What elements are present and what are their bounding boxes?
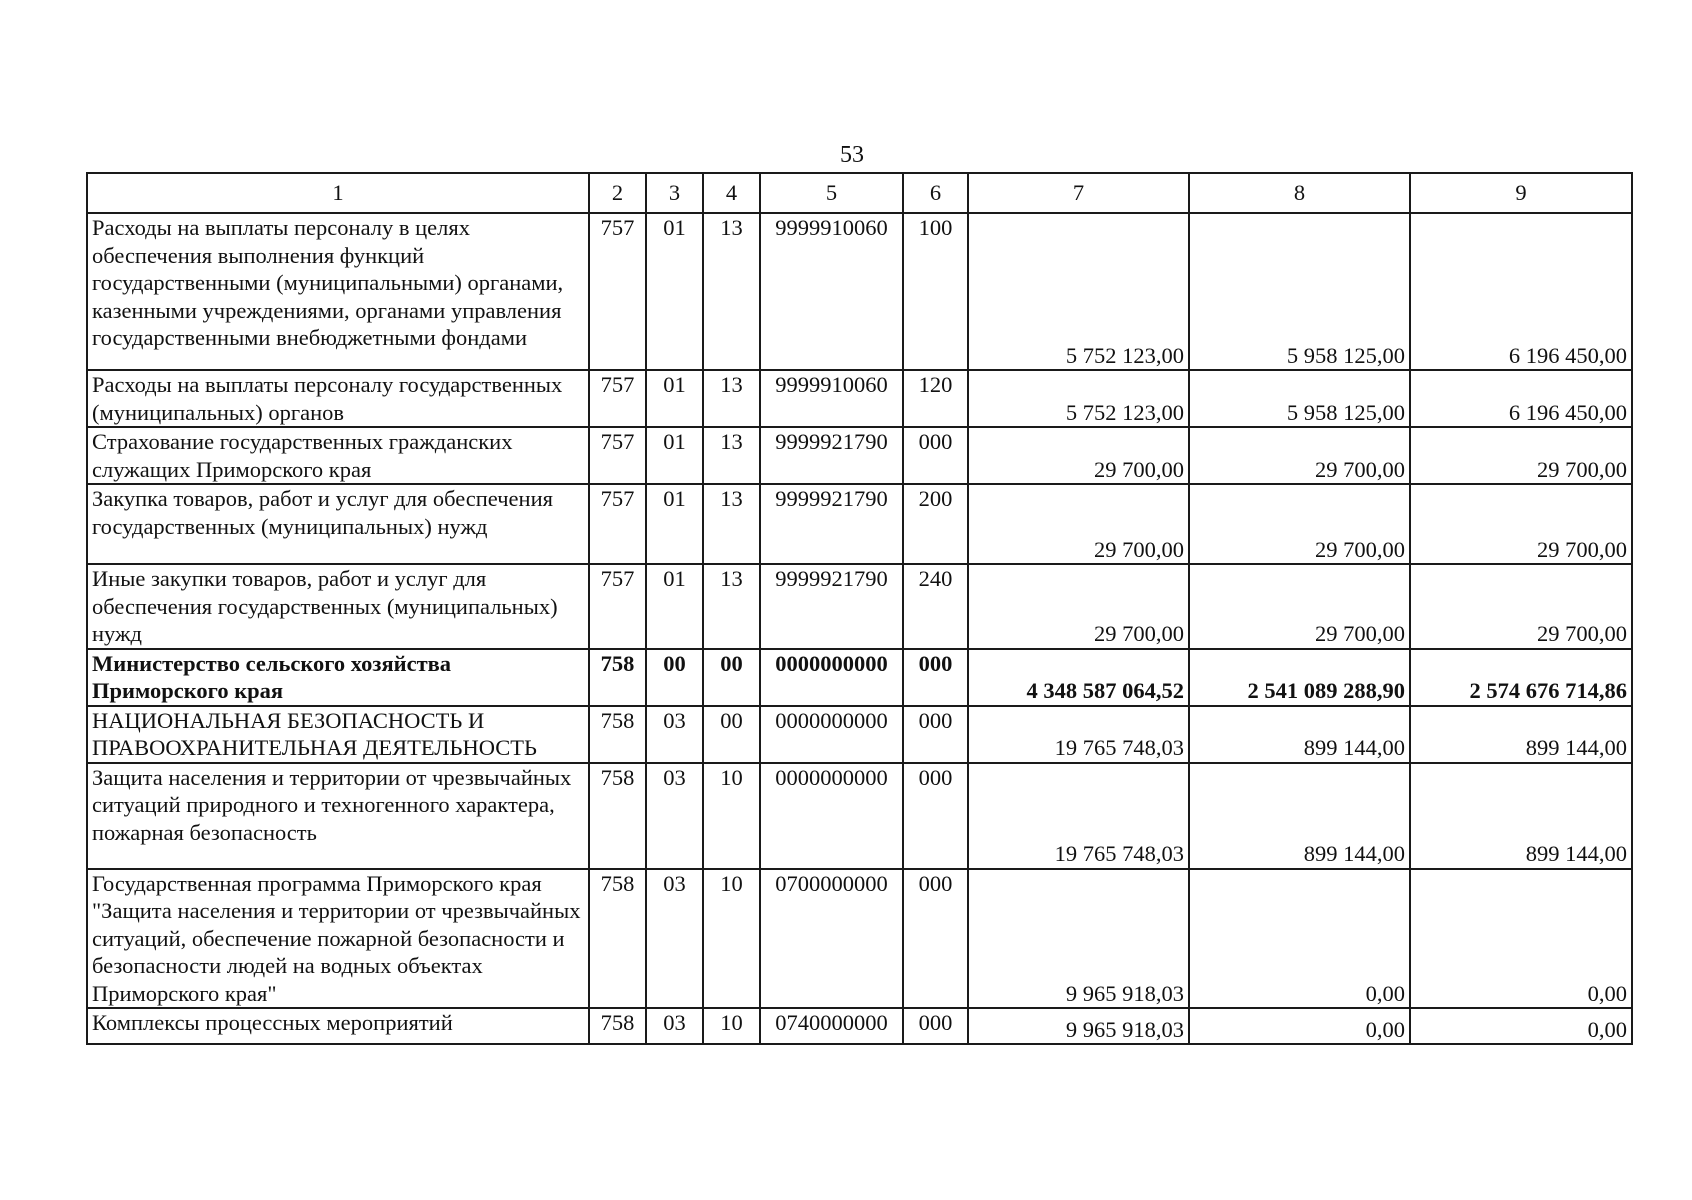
row-ved-code-cell: 757 [589,370,646,427]
header-cell: 7 [968,173,1189,213]
row-amount-col9-cell: 899 144,00 [1410,763,1632,869]
table-row [87,706,1632,763]
table-row [87,649,1632,706]
table-row [87,370,1632,427]
row-amount-col9-cell: 0,00 [1410,869,1632,1009]
row-amount-col9-cell: 0,00 [1410,1008,1632,1044]
row-target-article-cell: 0000000000 [760,763,903,869]
row-subsection-code-cell: 13 [703,370,760,427]
row-expense-type-cell: 000 [903,427,968,484]
table-row [87,1008,1632,1044]
header-cell: 6 [903,173,968,213]
row-amount-col9-cell: 29 700,00 [1410,427,1632,484]
row-name-cell: Расходы на выплаты персоналу государственных (муниципальных) органов [87,370,589,427]
table-row [87,213,1632,370]
row-target-article-cell: 9999910060 [760,213,903,370]
header-row [87,173,1632,213]
table-row [87,427,1632,484]
row-amount-col8-cell: 29 700,00 [1189,484,1410,564]
row-subsection-code-cell: 13 [703,484,760,564]
header-cell: 9 [1410,173,1632,213]
header-cell: 4 [703,173,760,213]
row-section-code-cell: 01 [646,213,703,370]
row-subsection-code-cell: 13 [703,427,760,484]
row-subsection-code-cell: 13 [703,213,760,370]
page-number: 53 [840,142,864,168]
row-amount-col8-cell: 5 958 125,00 [1189,370,1410,427]
row-ved-code-cell: 758 [589,869,646,1009]
header-cell: 3 [646,173,703,213]
row-amount-col7-cell: 9 965 918,03 [968,869,1189,1009]
row-target-article-cell: 9999921790 [760,564,903,649]
row-subsection-code-cell: 10 [703,763,760,869]
row-amount-col7-cell: 19 765 748,03 [968,763,1189,869]
row-ved-code-cell: 757 [589,564,646,649]
row-section-code-cell: 03 [646,1008,703,1044]
row-amount-col7-cell: 4 348 587 064,52 [968,649,1189,706]
row-amount-col7-cell: 29 700,00 [968,484,1189,564]
row-amount-col9-cell: 6 196 450,00 [1410,370,1632,427]
row-target-article-cell: 9999921790 [760,484,903,564]
table-row [87,869,1632,1009]
row-name-cell: Иные закупки товаров, работ и услуг для обеспечения государственных (муниципальных) нужд [87,564,589,649]
row-amount-col9-cell: 29 700,00 [1410,484,1632,564]
table-row [87,763,1632,869]
row-section-code-cell: 03 [646,869,703,1009]
row-subsection-code-cell: 00 [703,649,760,706]
header-cell: 8 [1189,173,1410,213]
row-amount-col7-cell: 5 752 123,00 [968,370,1189,427]
row-amount-col8-cell: 899 144,00 [1189,706,1410,763]
row-ved-code-cell: 758 [589,649,646,706]
row-amount-col8-cell: 29 700,00 [1189,564,1410,649]
row-expense-type-cell: 000 [903,869,968,1009]
header-cell: 2 [589,173,646,213]
row-amount-col9-cell: 29 700,00 [1410,564,1632,649]
row-amount-col8-cell: 0,00 [1189,869,1410,1009]
budget-table [86,172,1633,1045]
row-ved-code-cell: 758 [589,706,646,763]
row-ved-code-cell: 758 [589,1008,646,1044]
row-expense-type-cell: 120 [903,370,968,427]
row-subsection-code-cell: 10 [703,1008,760,1044]
row-subsection-code-cell: 13 [703,564,760,649]
row-target-article-cell: 0740000000 [760,1008,903,1044]
row-amount-col9-cell: 899 144,00 [1410,706,1632,763]
row-target-article-cell: 9999910060 [760,370,903,427]
table-row [87,564,1632,649]
row-section-code-cell: 01 [646,370,703,427]
row-section-code-cell: 01 [646,564,703,649]
row-section-code-cell: 03 [646,706,703,763]
row-amount-col8-cell: 0,00 [1189,1008,1410,1044]
row-name-cell: Страхование государственных гражданских служащих Приморского края [87,427,589,484]
row-target-article-cell: 0000000000 [760,706,903,763]
row-ved-code-cell: 758 [589,763,646,869]
row-section-code-cell: 00 [646,649,703,706]
row-amount-col7-cell: 19 765 748,03 [968,706,1189,763]
row-section-code-cell: 01 [646,427,703,484]
row-name-cell: Комплексы процессных мероприятий [87,1008,589,1044]
row-name-cell: Государственная программа Приморского края "Защита населения и территории от чрезвычайных ситуаций, обеспечение пожарной безопасности и безопасности людей на водных объектах Приморского края" [87,869,589,1009]
row-ved-code-cell: 757 [589,213,646,370]
row-target-article-cell: 0700000000 [760,869,903,1009]
row-amount-col8-cell: 5 958 125,00 [1189,213,1410,370]
row-expense-type-cell: 000 [903,706,968,763]
row-expense-type-cell: 000 [903,649,968,706]
header-cell: 1 [87,173,589,213]
row-section-code-cell: 01 [646,484,703,564]
row-amount-col7-cell: 29 700,00 [968,427,1189,484]
row-amount-col8-cell: 899 144,00 [1189,763,1410,869]
row-expense-type-cell: 000 [903,1008,968,1044]
row-amount-col9-cell: 6 196 450,00 [1410,213,1632,370]
row-expense-type-cell: 240 [903,564,968,649]
row-name-cell: Расходы на выплаты персоналу в целях обеспечения выполнения функций государственными (муниципальными) органами, казенными учреждениями, органами управления государственными внебюджетными фондами [87,213,589,370]
row-ved-code-cell: 757 [589,484,646,564]
row-name-cell: НАЦИОНАЛЬНАЯ БЕЗОПАСНОСТЬ И ПРАВООХРАНИТЕЛЬНАЯ ДЕЯТЕЛЬНОСТЬ [87,706,589,763]
row-target-article-cell: 0000000000 [760,649,903,706]
row-expense-type-cell: 200 [903,484,968,564]
row-amount-col8-cell: 29 700,00 [1189,427,1410,484]
row-subsection-code-cell: 10 [703,869,760,1009]
row-name-cell: Защита населения и территории от чрезвычайных ситуаций природного и техногенного характера, пожарная безопасность [87,763,589,869]
row-name-cell: Министерство сельского хозяйства Приморского края [87,649,589,706]
row-amount-col7-cell: 9 965 918,03 [968,1008,1189,1044]
row-ved-code-cell: 757 [589,427,646,484]
row-expense-type-cell: 000 [903,763,968,869]
header-cell: 5 [760,173,903,213]
row-section-code-cell: 03 [646,763,703,869]
row-expense-type-cell: 100 [903,213,968,370]
table-body [87,213,1632,1044]
row-amount-col7-cell: 5 752 123,00 [968,213,1189,370]
row-amount-col9-cell: 2 574 676 714,86 [1410,649,1632,706]
row-target-article-cell: 9999921790 [760,427,903,484]
row-subsection-code-cell: 00 [703,706,760,763]
row-amount-col7-cell: 29 700,00 [968,564,1189,649]
row-amount-col8-cell: 2 541 089 288,90 [1189,649,1410,706]
row-name-cell: Закупка товаров, работ и услуг для обеспечения государственных (муниципальных) нужд [87,484,589,564]
table-row [87,484,1632,564]
